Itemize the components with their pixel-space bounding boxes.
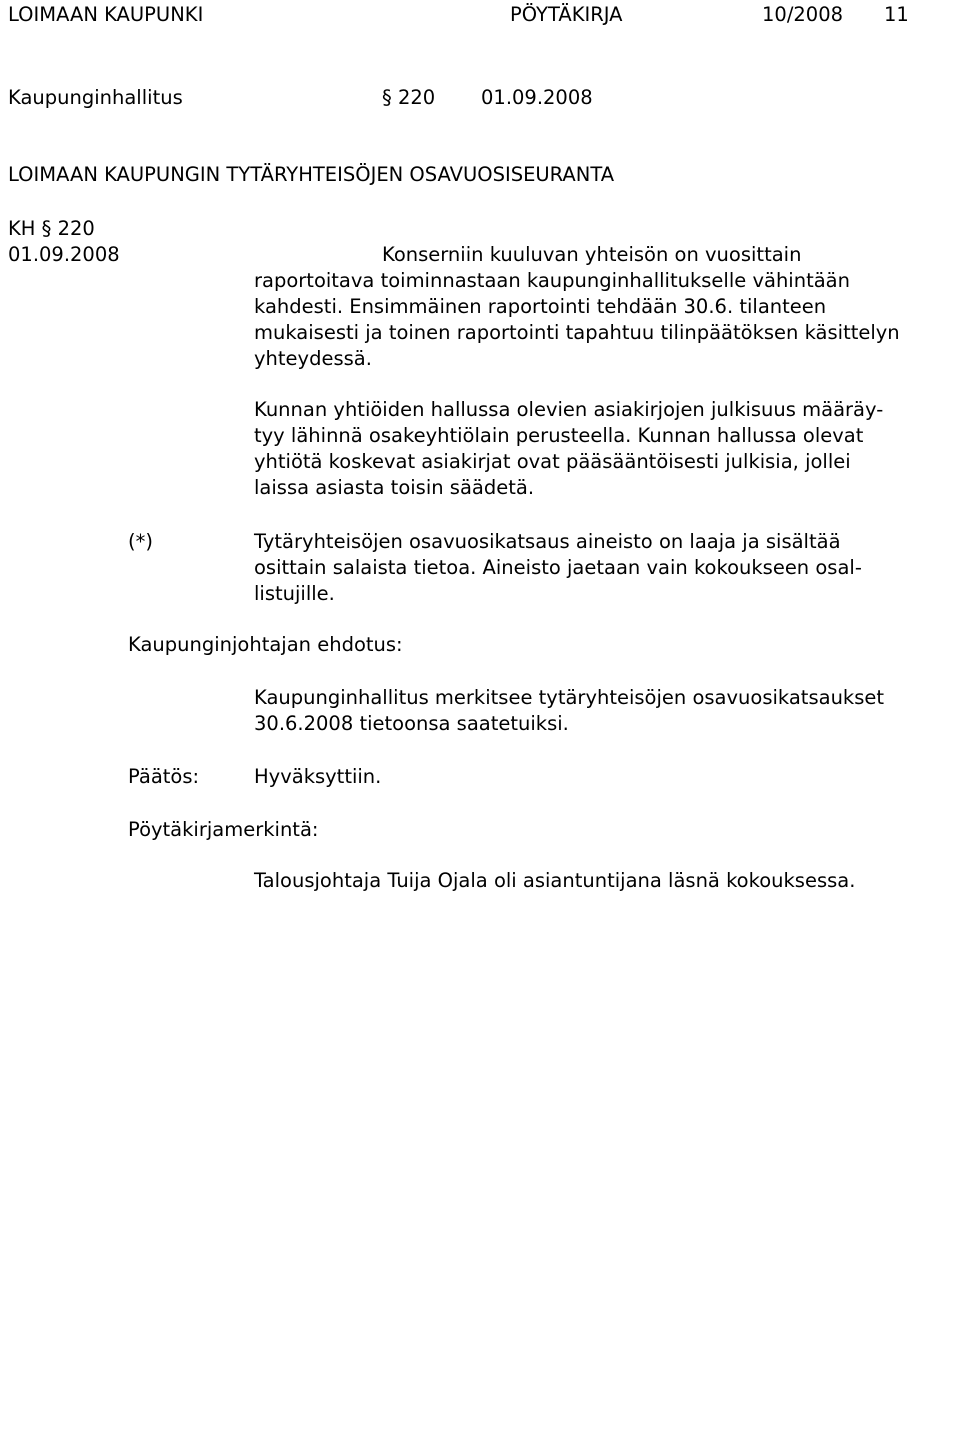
item-title: LOIMAAN KAUPUNGIN TYTÄRYHTEISÖJEN OSAVUOSISEURANTA [8,163,615,186]
item-reference: KH § 220 [8,217,95,240]
paragraph-line: yhtiötä koskevat asiakirjat ovat pääsääntöisesti julkisia, jollei [254,450,851,473]
proposal-text [254,685,960,737]
paragraph-line: osittain salaista tietoa. Aineisto jaetaan vain kokoukseen osal- [254,556,862,579]
paragraph-line: Kunnan yhtiöiden hallussa olevien asiakirjojen julkisuus määräy- [254,398,884,421]
item-reference-date: 01.09.2008 [8,243,120,266]
paragraph-line: Tytäryhteisöjen osavuosikatsaus aineisto on laaja ja sisältää [254,530,841,553]
intro-first-line: Konserniin kuuluvan yhteisön on vuosittain [382,243,802,266]
intro-line: kahdesti. Ensimmäinen raportointi tehdään 30.6. tilanteen [254,295,827,318]
paragraph-line: 30.6.2008 tietoonsa saatetuiksi. [254,712,569,735]
decision-label: Päätös: [128,765,200,788]
confidential-note [254,529,960,607]
doc-type: PÖYTÄKIRJA [510,3,623,26]
confidential-marker: (*) [128,530,153,553]
doc-number: 10/2008 [762,3,844,26]
meeting-date: 01.09.2008 [481,86,593,109]
org-name: LOIMAAN KAUPUNKI [8,3,204,26]
paragraph-line: Kaupunginhallitus merkitsee tytäryhteisöjen osavuosikatsaukset [254,686,885,709]
minutes-note-label: Pöytäkirjamerkintä: [128,818,319,841]
intro-line: mukaisesti ja toinen raportointi tapahtuu tilinpäätöksen käsittelyn [254,321,900,344]
paragraph-line: listujille. [254,582,335,605]
minutes-note-text: Talousjohtaja Tuija Ojala oli asiantuntijana läsnä kokouksessa. [254,869,856,892]
proposal-label: Kaupunginjohtajan ehdotus: [128,633,403,656]
intro-paragraph [254,268,960,372]
paragraph-line: tyy lähinnä osakeyhtiölain perusteella. Kunnan hallussa olevat [254,424,864,447]
intro-line: raportoitava toiminnastaan kaupunginhallitukselle vähintään [254,269,850,292]
intro-line: yhteydessä. [254,347,372,370]
section-number: § 220 [382,86,436,109]
page-number: 11 [884,3,909,26]
meeting-body: Kaupunginhallitus [8,86,183,109]
public-access-paragraph [254,397,960,501]
decision-text: Hyväksyttiin. [254,765,382,788]
paragraph-line: laissa asiasta toisin säädetä. [254,476,535,499]
